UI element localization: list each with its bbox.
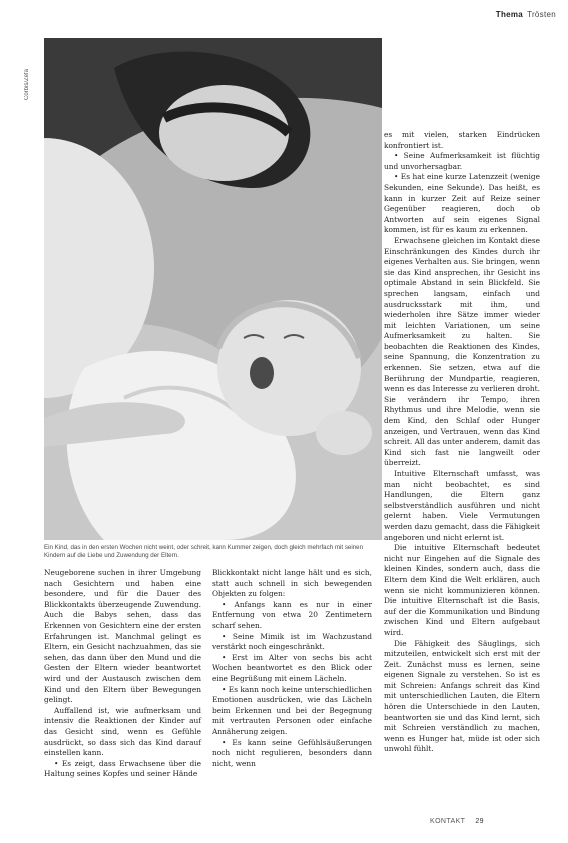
paragraph: • Erst im Alter von sechs bis acht Wochen beantwortet es den Blick oder eine Begrüßung mit einem Lächeln. [212,652,372,683]
paragraph: Intuitive Elternschaft umfasst, was man nicht beobachtet, es sind Handlungen, die Eltern ganz selbstverständlich ausführen und nicht gelernt haben. Viele Vermutungen werden dazu gemacht, dass die Fähigkeit angeboren und nicht erlernt ist. [384,469,540,542]
header-theme: Thema [495,10,524,19]
text-column-1 [44,568,201,780]
photo-caption: Ein Kind, das in den ersten Wochen nicht weint, oder schreit, kann Kummer zeigen, doch gleich mehrfach mit seinen Kindern auf die Liebe und Zuwendung der Eltern. [44,544,364,560]
header-topic: Trösten [527,10,556,19]
paragraph: es mit vielen, starken Eindrücken konfrontiert ist. [384,130,540,150]
paragraph: Auffallend ist, wie aufmerksam und intensiv die Reaktionen der Kinder auf das Gesicht sind, wenn es Gefühle ausdrückt, so dass sich das Kind darauf einstellen kann. [44,705,201,758]
paragraph: Die Fähigkeit des Säuglings, sich mitzuteilen, entwickelt sich erst mit der Zeit. Zunächst muss es lernen, seine eigenen Signale zu verstehen. So ist es mit Schreien: Anfangs schreit das Kind mit unterschiedlichen Lauten, die Eltern hören die Unterschiede in den Lauten, beantworten sie und das Kind lernt, sich mit Schreien verständlich zu machen, wenn es Hunger hat, müde ist oder sich unwohl fühlt. [384,638,540,754]
paragraph: • Anfangs kann es nur in einer Entfernung von etwa 20 Zentimetern scharf sehen. [212,599,372,630]
running-header [496,10,556,19]
footer-journal: KONTAKT [430,818,466,825]
photo-credit: Corbis/Zefa [24,68,30,100]
photo-mother-and-crying-baby [44,38,382,540]
page-footer [430,818,484,825]
text-column-3 [384,130,540,755]
page-number: 29 [475,818,484,825]
text-column-2 [212,568,372,769]
paragraph: Neugeborene suchen in ihrer Umgebung nach Gesichtern und haben eine besondere, und für die Dauer des Blickkontakts überzeugende Zuwendung. Auch die Babys sehen, dass das Erkennen von Gesichtern eine der ersten Erfahrungen ist. Manchmal gelingt es Eltern, ein Gesicht nachzuahmen, das sie sehen, das dann über den Mund und die Gesten der Eltern wieder beantwortet wird und der Austausch zwischen dem Kind und den Eltern über Bewegungen gelingt. [44,568,201,705]
paragraph: • Es hat eine kurze Latenzzeit (wenige Sekunden, eine Sekunde). Das heißt, es kann in kurzer Zeit auf Reize seiner Gegenüber reagieren, doch ob Antworten auf sein eigenes Signal kommen, ist für es kaum zu erkennen. [384,172,540,235]
photo-illustration [44,38,382,540]
paragraph: • Es kann noch keine unterschiedlichen Emotionen ausdrücken, wie das Lächeln beim Erkennen und bei der Begegnung mit vertrauten Personen oder einfache Annäherung zeigen. [212,684,372,736]
paragraph: • Seine Mimik ist im Wachzustand verstärkt noch eingeschränkt. [212,631,372,652]
paragraph: • Es kann seine Gefühlsäußerungen noch nicht regulieren, besonders dann nicht, wenn [212,737,372,768]
paragraph: Blickkontakt nicht lange hält und es sich, statt auch schnell in sich bewegenden Objekten zu folgen: [212,568,372,599]
paragraph: • Es zeigt, dass Erwachsene über die Haltung seines Kopfes und seiner Hände [44,758,201,779]
paragraph: Erwachsene gleichen im Kontakt diese Einschränkungen des Kindes durch ihr eigenes Verhalten aus. Sie bringen, wenn sie das Kind ansprechen, ihr Gesicht ins optimale Abstand in sein Blickfeld. Sie sprechen langsam, einfach und ausdrucksstark mit ihm, und wiederholen ihre Sätze immer wieder mit leichten Variationen, um seine Aufmerksamkeit zu halten. Sie beobachten die Reaktionen des Kindes, seine Spannung, die Konzentration zu erkennen. Sie setzen, etwa auf die Berührung der Mundpartie, reagieren, wenn es das Interesse zu verlieren droht. Sie verändern ihr Tempo, ihren Rhythmus und ihre Melodie, wenn sie dem Kind, den Schlaf oder Hunger anzeigen, und Vertrauen, wenn das Kind schreit. All das unter anderem, damit das Kind sich fast nie langweilt oder überreizt. [384,235,540,468]
paragraph: Die intuitive Elternschaft bedeutet nicht nur Eingehen auf die Signale des kleinen Kindes, sondern auch, dass die Eltern dem Kind die Welt erklären, auch wenn sie nicht kommunizieren können. Die intuitive Elternschaft ist die Basis, auf der die Kommunikation und Bindung zwischen Kind und Eltern aufgebaut wird. [384,543,540,637]
paragraph: • Seine Aufmerksamkeit ist flüchtig und unvorhersagbar. [384,151,540,171]
